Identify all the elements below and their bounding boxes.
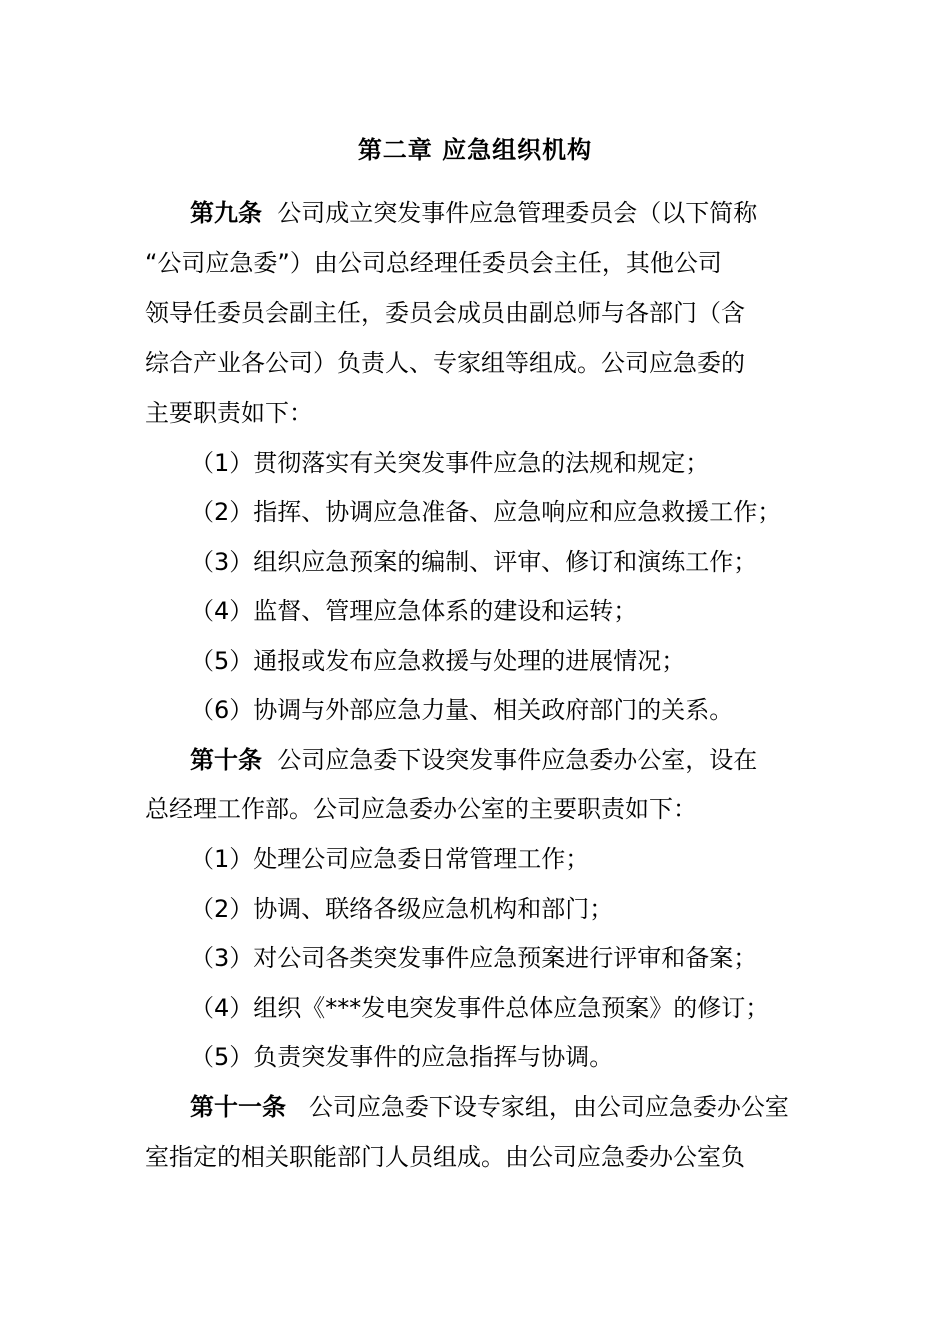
article9-text-line1: 公司成立突发事件应急管理委员会（以下简称 bbox=[277, 199, 758, 227]
article10-head: 第十条 bbox=[190, 746, 262, 774]
article11-text-line1: 公司应急委下设专家组，由公司应急委办公室 bbox=[308, 1093, 789, 1121]
article10-item-2: （2）协调、联络各级应急机构和部门； bbox=[190, 895, 614, 923]
article10-item-1: （1）处理公司应急委日常管理工作； bbox=[190, 845, 590, 873]
article9-first-line bbox=[190, 193, 757, 233]
article10-text-line1: 公司应急委下设突发事件应急委办公室，设在 bbox=[277, 746, 758, 774]
article9-item-5: （5）通报或发布应急救援与处理的进展情况； bbox=[190, 647, 686, 675]
article9-item-4: （4）监督、管理应急体系的建设和运转； bbox=[190, 597, 638, 625]
article10-item-5: （5）负责突发事件的应急指挥与协调。 bbox=[190, 1043, 614, 1071]
article9-head: 第九条 bbox=[190, 199, 262, 227]
article9-text-line2: “公司应急委”）由公司总经理任委员会主任，其他公司 bbox=[145, 249, 722, 277]
article9-text-line5: 主要职责如下： bbox=[145, 399, 313, 427]
article10-item-4: （4）组织《***发电突发事件总体应急预案》的修订； bbox=[190, 994, 770, 1022]
article9-item-3: （3）组织应急预案的编制、评审、修订和演练工作； bbox=[190, 548, 758, 576]
article9-text-line4: 综合产业各公司）负责人、专家组等组成。公司应急委的 bbox=[145, 349, 745, 377]
article9-item-6: （6）协调与外部应急力量、相关政府部门的关系。 bbox=[190, 696, 734, 724]
article10-text-line2: 总经理工作部。公司应急委办公室的主要职责如下： bbox=[145, 795, 697, 823]
article9-text-line3: 领导任委员会副主任，委员会成员由副总师与各部门（含 bbox=[145, 299, 745, 327]
chapter-title: 第二章 应急组织机构 bbox=[357, 136, 593, 164]
article10-first-line bbox=[190, 740, 757, 780]
article11-head: 第十一条 bbox=[190, 1093, 286, 1121]
article9-item-1: （1）贯彻落实有关突发事件应急的法规和规定； bbox=[190, 449, 710, 477]
article11-text-line2: 室指定的相关职能部门人员组成。由公司应急委办公室负 bbox=[145, 1143, 745, 1171]
article11-first-line bbox=[190, 1087, 789, 1127]
article10-item-3: （3）对公司各类突发事件应急预案进行评审和备案； bbox=[190, 944, 758, 972]
article9-item-2: （2）指挥、协调应急准备、应急响应和应急救援工作； bbox=[190, 498, 782, 526]
